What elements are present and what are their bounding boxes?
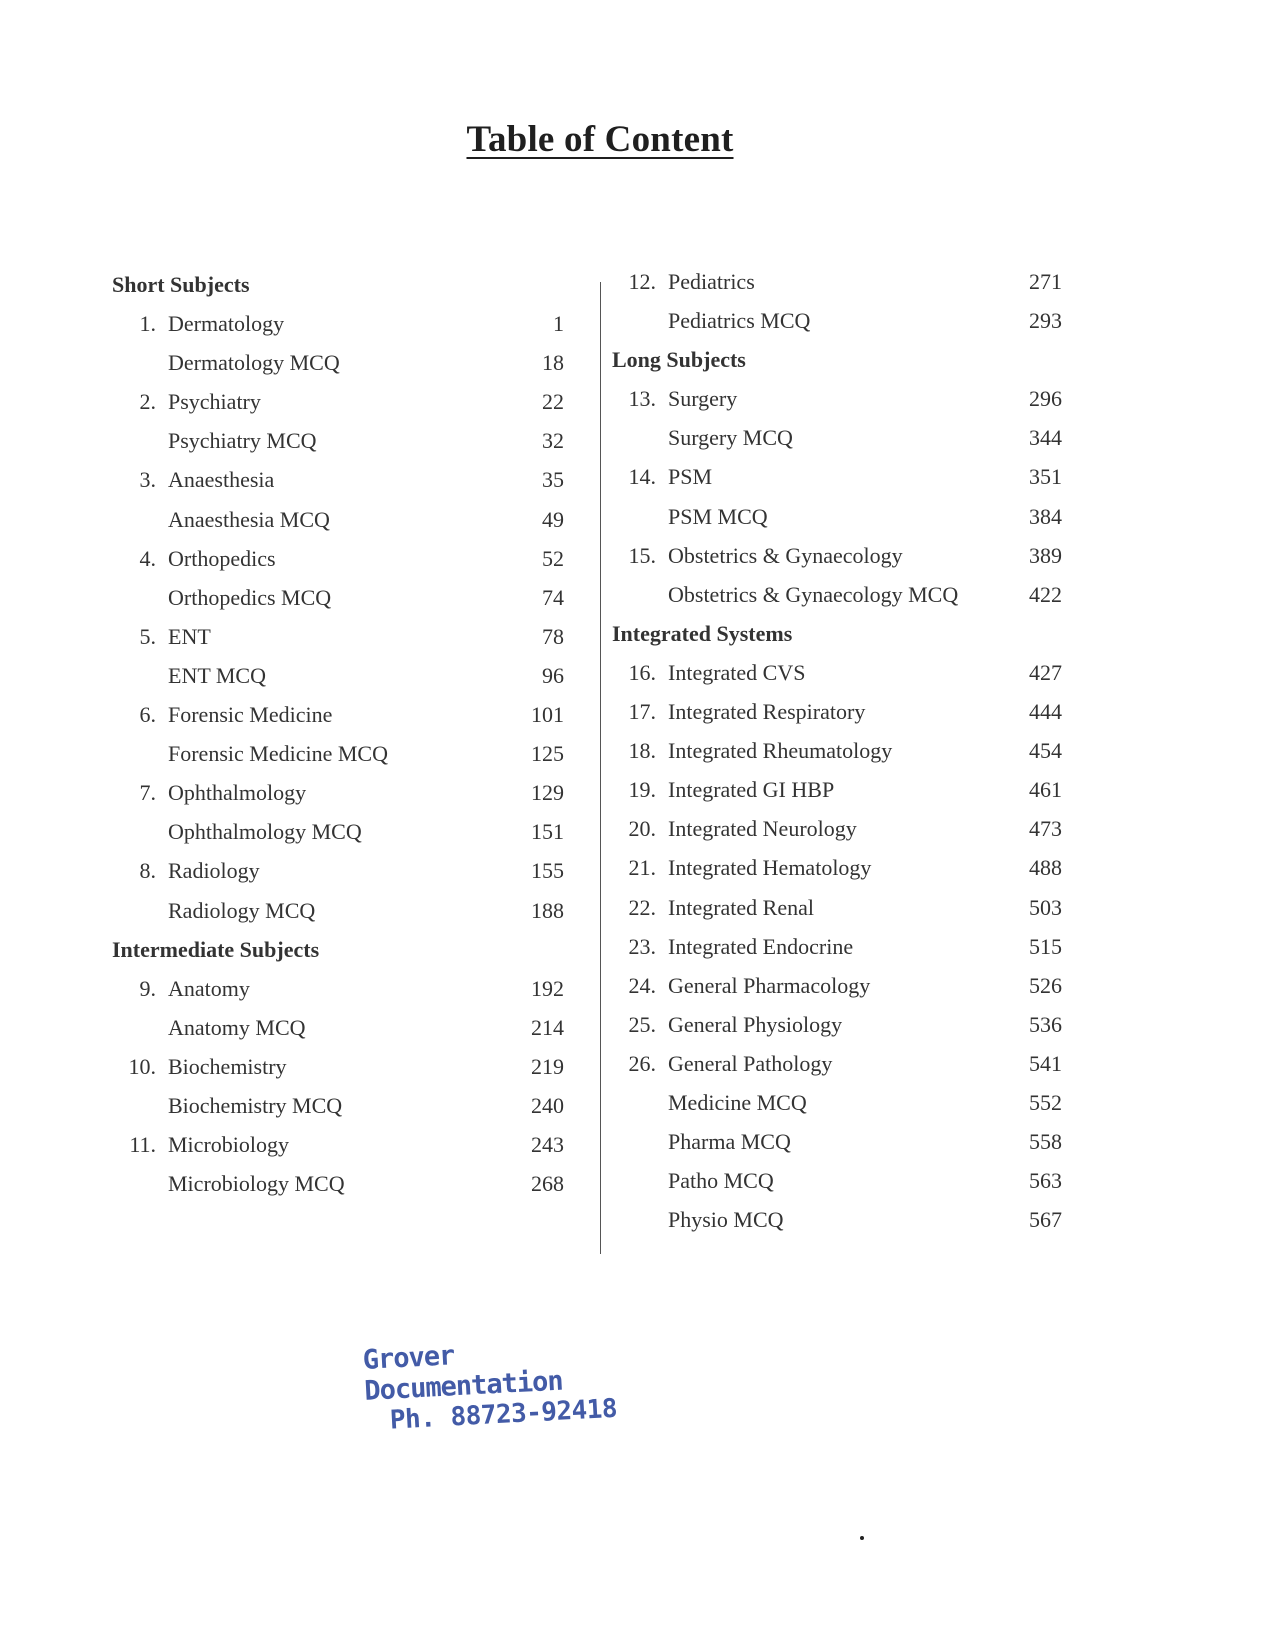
toc-entry-label: Ophthalmology MCQ <box>168 819 362 845</box>
toc-subentry <box>112 812 572 851</box>
toc-page-number: 389 <box>1029 542 1062 568</box>
toc-page-number: 35 <box>542 467 564 493</box>
toc-page-number: 96 <box>542 662 564 688</box>
toc-subentry <box>112 500 572 539</box>
toc-page-number: 461 <box>1029 777 1062 803</box>
toc-entry-text <box>112 898 315 923</box>
toc-entry-text <box>612 425 793 450</box>
toc-entry-label: Anaesthesia MCQ <box>168 506 330 532</box>
scan-speck <box>860 1536 864 1540</box>
toc-page-number: 188 <box>531 897 564 923</box>
toc-entry-number: 6. <box>139 702 156 728</box>
toc-entry-text <box>612 816 857 841</box>
stamp-line-1: Grover Documentation <box>362 1340 564 1407</box>
toc-page-number: 454 <box>1029 738 1062 764</box>
toc-entry-label: Radiology <box>168 858 260 884</box>
toc-entry-label: Obstetrics & Gynaecology <box>668 542 903 568</box>
toc-page-number: 488 <box>1029 855 1062 881</box>
toc-entry-text <box>112 389 261 414</box>
toc-entry <box>112 1047 572 1086</box>
toc-entry-number: 15. <box>628 542 656 568</box>
toc-page-number: 552 <box>1029 1089 1062 1115</box>
toc-entry-text <box>112 428 317 453</box>
toc-left-column <box>112 265 572 1203</box>
toc-entry-label: Anaesthesia <box>168 467 275 493</box>
toc-entry-number: 9. <box>139 975 156 1001</box>
toc-entry-number: 17. <box>628 699 656 725</box>
toc-entry-label: Microbiology MCQ <box>168 1171 345 1197</box>
toc-entry-text <box>612 582 958 607</box>
toc-subentry <box>612 1161 1062 1200</box>
toc-entry-label: Medicine MCQ <box>668 1089 807 1115</box>
toc-entry-number: 8. <box>139 858 156 884</box>
ink-stamp <box>362 1329 666 1437</box>
toc-subentry <box>112 421 572 460</box>
toc-entry-text <box>112 311 284 336</box>
stamp-line-2: Ph. 88723-92418 <box>389 1393 618 1436</box>
toc-page-number: 125 <box>531 741 564 767</box>
toc-entry-label: Physio MCQ <box>668 1207 784 1233</box>
toc-entry-label: Integrated Rheumatology <box>668 738 893 764</box>
toc-page-number: 444 <box>1029 699 1062 725</box>
toc-page-number: 293 <box>1029 308 1062 334</box>
toc-entry <box>112 539 572 578</box>
toc-entry <box>112 695 572 734</box>
toc-entry <box>612 848 1062 887</box>
toc-page-number: 32 <box>542 428 564 454</box>
toc-entry <box>112 304 572 343</box>
toc-entry <box>112 617 572 656</box>
toc-entry-label: PSM <box>668 464 713 490</box>
toc-entry-label: Integrated Neurology <box>668 816 857 842</box>
toc-entry-text <box>112 976 250 1001</box>
toc-entry-label: Psychiatry <box>168 389 261 415</box>
toc-entry-number: 3. <box>139 467 156 493</box>
toc-entry-text <box>612 1090 807 1115</box>
toc-entry-label: Orthopedics <box>168 545 276 571</box>
toc-entry <box>612 536 1062 575</box>
toc-entry <box>112 851 572 890</box>
toc-entry-number: 12. <box>628 269 656 294</box>
toc-page-number: 567 <box>1029 1207 1062 1233</box>
toc-entry-label: Pediatrics MCQ <box>668 308 811 334</box>
toc-entry-number: 26. <box>628 1050 656 1076</box>
toc-entry-text <box>612 504 768 529</box>
toc-entry-text <box>612 1168 774 1193</box>
toc-page-number: 214 <box>531 1014 564 1040</box>
toc-subentry <box>112 1086 572 1125</box>
toc-subentry <box>612 497 1062 536</box>
toc-entry-text <box>112 507 330 532</box>
toc-subentry <box>112 891 572 930</box>
toc-entry-text <box>112 702 332 727</box>
toc-entry-label: Integrated Renal <box>668 894 814 920</box>
toc-entry-text <box>612 973 870 998</box>
toc-page-number: 271 <box>1029 269 1062 294</box>
toc-subentry <box>112 734 572 773</box>
toc-page-number: 384 <box>1029 503 1062 529</box>
section-heading-label: Long Subjects <box>612 347 746 373</box>
toc-entry-text <box>612 543 903 568</box>
toc-entry <box>612 262 1062 301</box>
toc-page-number: 296 <box>1029 386 1062 412</box>
toc-entry <box>112 1125 572 1164</box>
section-heading-label: Integrated Systems <box>612 620 793 646</box>
toc-entry-number: 24. <box>628 972 656 998</box>
toc-entry-text <box>112 780 306 805</box>
toc-entry-label: Pediatrics <box>668 269 755 294</box>
toc-entry-text <box>112 467 274 492</box>
toc-entry-text <box>112 1015 306 1040</box>
section-heading-label: Short Subjects <box>112 272 250 297</box>
toc-entry <box>612 692 1062 731</box>
toc-entry-label: Biochemistry <box>168 1053 287 1079</box>
toc-entry-label: Psychiatry MCQ <box>168 428 317 454</box>
toc-page-number: 129 <box>531 780 564 806</box>
toc-entry-text <box>112 741 388 766</box>
toc-entry-label: General Pathology <box>668 1050 833 1076</box>
toc-entry-label: Obstetrics & Gynaecology MCQ <box>668 581 959 607</box>
toc-entry-text <box>612 699 865 724</box>
toc-page-number: 473 <box>1029 816 1062 842</box>
toc-entry-label: Surgery MCQ <box>668 425 793 451</box>
toc-entry <box>112 460 572 499</box>
toc-entry-number: 10. <box>128 1053 156 1079</box>
toc-right-column <box>612 262 1062 1239</box>
toc-entry-number: 11. <box>129 1132 156 1158</box>
toc-entry-label: Orthopedics MCQ <box>168 584 332 610</box>
toc-entry <box>112 382 572 421</box>
toc-entry-text <box>112 585 331 610</box>
toc-entry-text <box>612 934 853 959</box>
toc-page-number: 344 <box>1029 425 1062 451</box>
toc-entry-text <box>612 895 814 920</box>
toc-entry <box>612 1005 1062 1044</box>
toc-page-number: 515 <box>1029 933 1062 959</box>
page-title: Table of Content <box>466 119 734 160</box>
toc-entry-text <box>112 1054 287 1079</box>
toc-entry-text <box>612 777 834 802</box>
toc-entry-label: Microbiology <box>168 1132 289 1158</box>
toc-entry-number: 7. <box>139 780 156 806</box>
toc-page-number: 563 <box>1029 1168 1062 1194</box>
toc-entry-number: 2. <box>139 389 156 415</box>
toc-page-number: 192 <box>531 975 564 1001</box>
toc-page-number: 558 <box>1029 1129 1062 1155</box>
toc-entry <box>612 809 1062 848</box>
toc-page-number: 351 <box>1029 464 1062 490</box>
toc-entry <box>612 457 1062 496</box>
toc-page-number: 526 <box>1029 972 1062 998</box>
toc-subentry <box>112 1164 572 1203</box>
toc-entry-label: Anatomy MCQ <box>168 1014 306 1040</box>
toc-entry-text <box>112 624 211 649</box>
toc-entry-label: Integrated GI HBP <box>668 777 835 803</box>
toc-entry <box>612 731 1062 770</box>
toc-entry-text <box>612 1207 784 1232</box>
toc-entry-number: 19. <box>628 777 656 803</box>
toc-entry-label: Forensic Medicine <box>168 702 333 728</box>
toc-entry-number: 20. <box>628 816 656 842</box>
toc-page-number: 219 <box>531 1053 564 1079</box>
toc-entry-text <box>612 1051 832 1076</box>
toc-subentry <box>612 575 1062 614</box>
toc-entry-text <box>112 1171 345 1196</box>
toc-page-number: 541 <box>1029 1050 1062 1076</box>
section-heading <box>612 340 1062 379</box>
toc-entry-label: Integrated Respiratory <box>668 699 866 725</box>
toc-entry <box>112 773 572 812</box>
toc-entry-label: Radiology MCQ <box>168 897 316 923</box>
toc-entry-label: Dermatology <box>168 311 285 337</box>
toc-entry <box>612 927 1062 966</box>
toc-page-number: 243 <box>531 1132 564 1158</box>
toc-entry-label: Ophthalmology <box>168 780 307 806</box>
toc-page-number: 151 <box>531 819 564 845</box>
toc-entry-label: Integrated Hematology <box>668 855 872 881</box>
toc-page-number: 240 <box>531 1092 564 1118</box>
toc-page-number: 52 <box>542 545 564 571</box>
toc-entry-text <box>112 350 340 375</box>
toc-entry-label: Integrated Endocrine <box>668 933 854 959</box>
toc-entry-text <box>612 1129 791 1154</box>
toc-entry-text <box>612 308 810 333</box>
toc-entry-label: General Physiology <box>668 1011 843 1037</box>
toc-entry-number: 25. <box>628 1011 656 1037</box>
toc-subentry <box>612 1083 1062 1122</box>
toc-page-number: 268 <box>531 1171 564 1197</box>
toc-entry-label: Forensic Medicine MCQ <box>168 741 388 767</box>
toc-entry-text <box>612 386 737 411</box>
toc-entry <box>612 770 1062 809</box>
toc-entry-text <box>612 855 871 880</box>
toc-entry-text <box>112 858 260 883</box>
toc-entry-text <box>612 269 755 294</box>
toc-entry-number: 13. <box>628 386 656 412</box>
section-heading <box>612 614 1062 653</box>
toc-subentry <box>112 656 572 695</box>
toc-page-number: 422 <box>1029 581 1062 607</box>
toc-page-number: 74 <box>542 584 564 610</box>
toc-entry-text <box>112 1093 342 1118</box>
toc-entry-label: Dermatology MCQ <box>168 350 340 376</box>
toc-page-number: 22 <box>542 389 564 415</box>
toc-subentry <box>112 343 572 382</box>
toc-entry-label: Surgery <box>668 386 738 412</box>
toc-subentry <box>612 1122 1062 1161</box>
toc-entry-label: Biochemistry MCQ <box>168 1092 343 1118</box>
toc-entry-number: 14. <box>628 464 656 490</box>
section-heading <box>112 930 572 969</box>
toc-entry-number: 1. <box>139 311 156 337</box>
toc-entry-text <box>612 738 892 763</box>
toc-entry-text <box>112 663 266 688</box>
toc-entry-text <box>112 546 276 571</box>
toc-subentry <box>112 1008 572 1047</box>
toc-entry-text <box>612 1012 842 1037</box>
toc-entry <box>612 379 1062 418</box>
section-heading-label: Intermediate Subjects <box>112 936 320 962</box>
toc-page-number: 155 <box>531 858 564 884</box>
section-heading <box>112 265 572 304</box>
toc-entry-text <box>612 660 805 685</box>
toc-page-number: 101 <box>531 702 564 728</box>
toc-page-number: 18 <box>542 350 564 376</box>
toc-entry-label: Anatomy <box>168 975 250 1001</box>
toc-entry-text <box>112 819 362 844</box>
toc-entry <box>612 653 1062 692</box>
toc-page-number: 1 <box>553 311 564 337</box>
toc-entry-text <box>612 464 712 489</box>
toc-entry-number: 21. <box>628 855 656 881</box>
toc-entry-label: Pharma MCQ <box>668 1129 791 1155</box>
toc-subentry <box>612 301 1062 340</box>
toc-entry <box>612 1044 1062 1083</box>
toc-page-number: 503 <box>1029 894 1062 920</box>
toc-entry-number: 18. <box>628 738 656 764</box>
toc-entry-number: 16. <box>628 659 656 685</box>
toc-entry-number: 4. <box>139 545 156 571</box>
toc-entry-label: PSM MCQ <box>668 503 768 529</box>
toc-subentry <box>112 578 572 617</box>
column-divider <box>600 282 601 1254</box>
toc-entry <box>612 966 1062 1005</box>
toc-entry <box>112 969 572 1008</box>
toc-page-number: 427 <box>1029 659 1062 685</box>
toc-entry-number: 22. <box>628 894 656 920</box>
toc-page-number: 49 <box>542 506 564 532</box>
toc-subentry <box>612 1200 1062 1239</box>
toc-entry-number: 23. <box>628 933 656 959</box>
toc-subentry <box>612 418 1062 457</box>
toc-entry-label: ENT <box>168 623 211 649</box>
toc-entry <box>612 888 1062 927</box>
toc-entry-text <box>112 1132 289 1157</box>
toc-entry-number: 5. <box>139 623 156 649</box>
toc-entry-label: Integrated CVS <box>668 659 806 685</box>
toc-entry-label: ENT MCQ <box>168 662 266 688</box>
toc-page-number: 536 <box>1029 1011 1062 1037</box>
toc-entry-label: General Pharmacology <box>668 972 871 998</box>
toc-entry-label: Patho MCQ <box>668 1168 774 1194</box>
toc-page-number: 78 <box>542 623 564 649</box>
